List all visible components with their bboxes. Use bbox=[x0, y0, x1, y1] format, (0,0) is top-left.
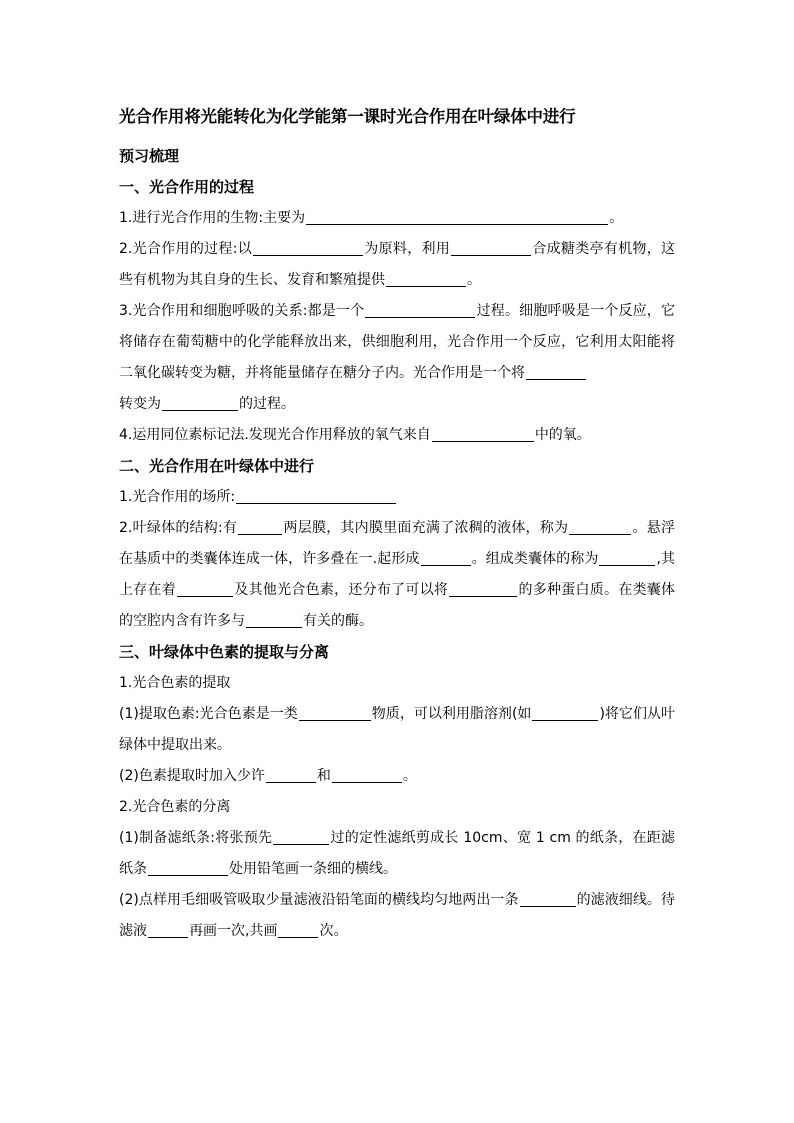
fill-blank[interactable] bbox=[278, 922, 318, 938]
fill-blank[interactable] bbox=[526, 364, 586, 380]
fill-blank[interactable] bbox=[599, 550, 655, 566]
paragraph-filter-paper: (1)制备滤纸条:将张预先 过的定性滤纸剪成长 10cm、宽 1 cm 的纸条，在距滤纸条 处用铅笔画一条细的横线。 bbox=[119, 830, 675, 877]
fill-blank[interactable] bbox=[253, 240, 363, 256]
paragraph-site: 1.光合作用的场所: bbox=[119, 482, 675, 513]
paragraph-conversion: 转变为 的过程。 bbox=[119, 396, 295, 412]
section-heading-chloroplast: 二、光合作用在叶绿体中进行 bbox=[119, 457, 315, 475]
fill-blank[interactable] bbox=[306, 209, 608, 225]
fill-blank[interactable] bbox=[266, 767, 316, 783]
paragraph-relationship: 3.光合作用和细胞呼吸的关系:都是一个 过程。细胞呼吸是一个反应，它将储存在葡萄糖中的化学能释放出来，供细胞利用，光合作用一个反应，它利用太阳能将二氧化碳转变为糖，并将能量储存在糖分子内。光合作用是一个将 bbox=[119, 303, 675, 381]
section-heading-pigments: 三、叶绿体中色素的提取与分离 bbox=[119, 643, 330, 661]
fill-blank[interactable] bbox=[365, 302, 475, 318]
fill-blank[interactable] bbox=[432, 426, 534, 442]
paragraph-process: 2.光合作用的过程:以 为原料，利用 合成糖类亭有机物，这些有机物为其自身的生长、发育和繁殖提供 。 bbox=[119, 241, 676, 288]
fill-blank[interactable] bbox=[177, 581, 233, 597]
fill-blank[interactable] bbox=[236, 488, 396, 504]
fill-blank[interactable] bbox=[238, 519, 282, 535]
fill-blank[interactable] bbox=[451, 240, 531, 256]
fill-blank[interactable] bbox=[520, 891, 576, 907]
paragraph-structure: 2.叶绿体的结构:有 两层膜，其内膜里面充满了浓稠的液体，称为 。悬浮在基质中的类囊体连成一体，许多叠在一.起形成 。组成类囊体的称为 ,其上存在着 及其他光合色素，还分布了可以将 的多种蛋白质。在类囊体的空腔内含有许多与 有关的酶。 bbox=[119, 520, 676, 629]
document-body bbox=[119, 104, 675, 947]
section-heading-process: 一、光合作用的过程 bbox=[119, 178, 255, 196]
paragraph-extraction: (1)提取色素:光合色素是一类 物质，可以利用脂溶剂(如 )将它们从叶绿体中提取出来。 bbox=[119, 706, 675, 753]
fill-blank[interactable] bbox=[332, 767, 402, 783]
fill-blank[interactable] bbox=[273, 829, 329, 845]
document-title: 光合作用将光能转化为化学能第一课时光合作用在叶绿体中进行 bbox=[119, 107, 576, 126]
paragraph-isotope: 4.运用同位素标记法.发现光合作用释放的氧气来自 中的氧。 bbox=[119, 427, 591, 443]
preview-heading: 预习梳理 bbox=[119, 147, 180, 165]
fill-blank[interactable] bbox=[148, 922, 188, 938]
fill-blank[interactable] bbox=[246, 612, 302, 628]
fill-blank[interactable] bbox=[162, 395, 238, 411]
fill-blank[interactable] bbox=[386, 271, 466, 287]
fill-blank[interactable] bbox=[532, 705, 598, 721]
fill-blank[interactable] bbox=[148, 860, 228, 876]
paragraph-spotting: (2)点样用毛细吸管吸取少量滤液沿铅笔面的横线均匀地两出一条 的滤液细线。待滤液 再画一次,共画 次。 bbox=[119, 892, 675, 939]
paragraph-separation-title: 2.光合色素的分离 bbox=[119, 799, 231, 815]
fill-blank[interactable] bbox=[449, 581, 517, 597]
paragraph-organisms: 1.进行光合作用的生物:主要为 。 bbox=[119, 210, 624, 226]
fill-blank[interactable] bbox=[299, 705, 371, 721]
fill-blank[interactable] bbox=[421, 550, 471, 566]
paragraph-additives: (2)色素提取时加入少许 和 。 bbox=[119, 768, 417, 784]
paragraph-extraction-title: 1.光合色素的提取 bbox=[119, 675, 231, 691]
fill-blank[interactable] bbox=[569, 519, 631, 535]
